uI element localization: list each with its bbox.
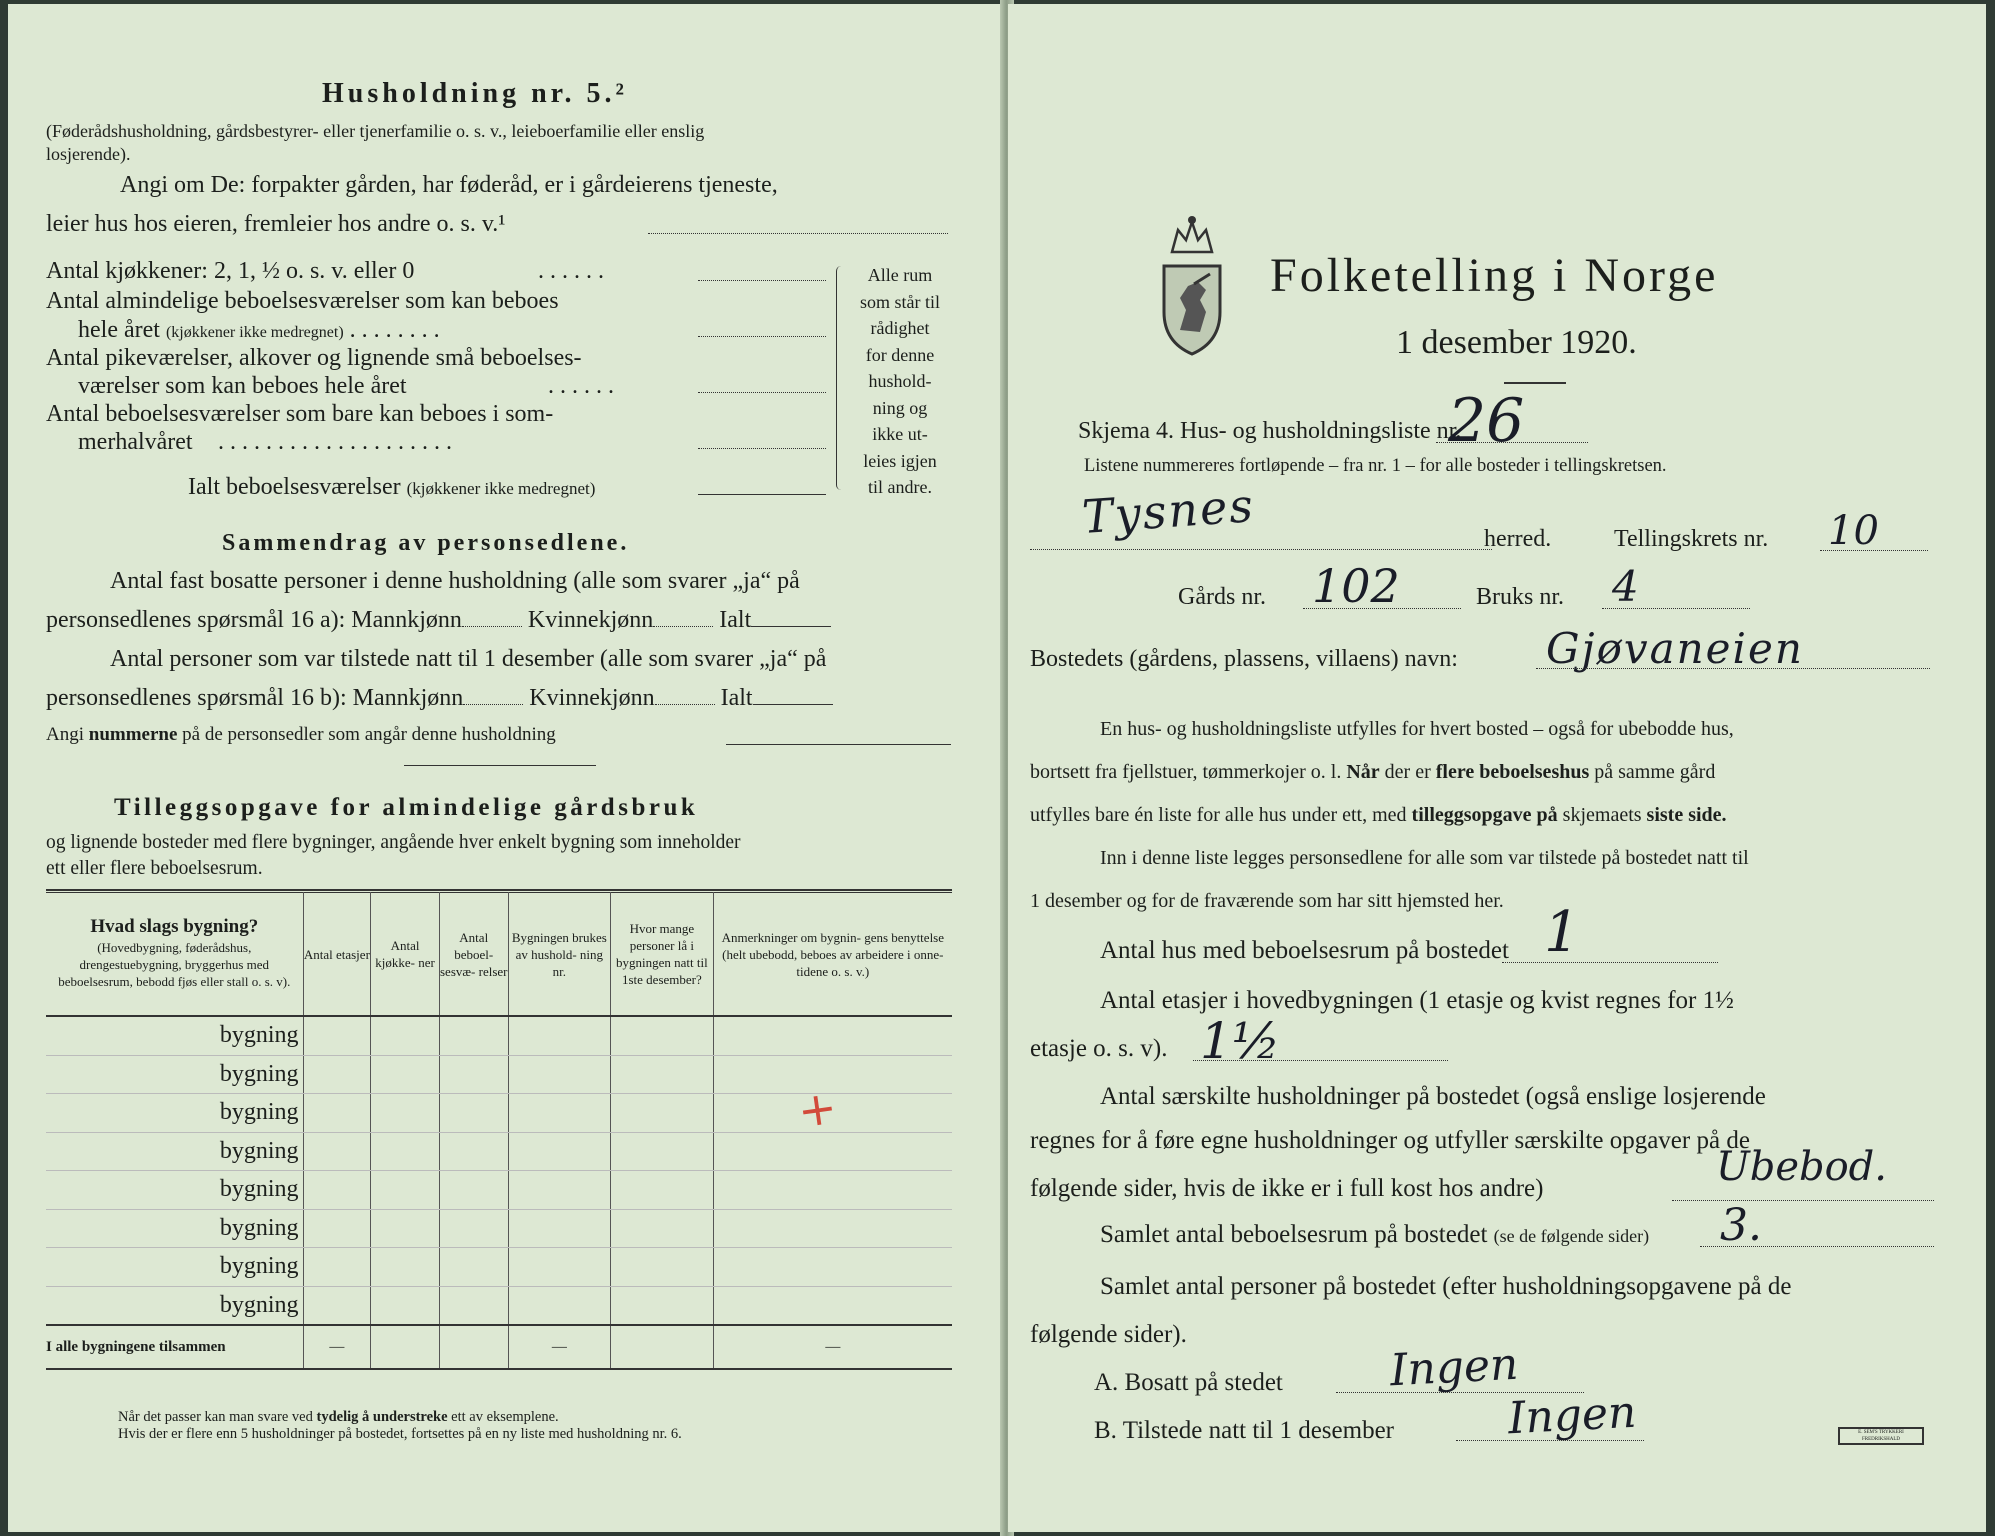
- numbers-field[interactable]: [726, 744, 951, 745]
- bruks-label: Bruks nr.: [1476, 584, 1565, 610]
- q-floors-a: Antal etasjer i hovedbygningen (1 etasje og kvist regnes for 1½: [1100, 987, 1734, 1014]
- present-female-field[interactable]: [655, 704, 715, 705]
- summary-title: Sammendrag av personsedlene.: [222, 530, 630, 556]
- total-rooms-note: (kjøkkener ikke medregnet): [406, 479, 596, 498]
- krets-label: Tellingskrets nr.: [1614, 526, 1769, 552]
- gards-label: Gårds nr.: [1178, 584, 1266, 610]
- gards-value[interactable]: 102: [1312, 559, 1400, 613]
- q-households-a: Antal særskilte husholdninger på bostedet (også enslige losjerende: [1100, 1083, 1766, 1110]
- table-row[interactable]: bygning: [46, 1209, 952, 1248]
- summary-p1-b: personsedlenes spørsmål 16 a): Mannkjønn: [46, 607, 462, 633]
- table-row[interactable]: bygning: [46, 1132, 952, 1171]
- total-label: Ialt: [720, 685, 753, 711]
- ask-line-2: leier hus hos eieren, fremleier hos andre o. s. v.¹: [46, 211, 506, 237]
- right-page: [1008, 4, 1986, 1532]
- bosted-label: Bostedets (gårdens, plassens, villaens) navn:: [1030, 646, 1458, 672]
- household-intro-note: (Føderådshusholdning, gårdsbestyrer- eller tjenerfamilie o. s. v., leieboerfamilie eller enslig losjerende).: [46, 121, 705, 164]
- ask-line-1: Angi om De: forpakter gården, har føderåd, er i gårdeierens tjeneste,: [120, 172, 778, 198]
- total-rooms-label: Ialt beboelsesværelser: [188, 474, 401, 500]
- brace-note: Alle rum som står til rådighet for denne hushold- ning og ikke ut- leies igjen til andre.: [860, 265, 940, 497]
- summer-rooms-label-2: merhalvåret: [78, 429, 193, 455]
- a-resident[interactable]: Ingen: [1388, 1338, 1520, 1397]
- household-title: Husholdning nr. 5.²: [322, 78, 628, 109]
- present-total-field[interactable]: [753, 704, 833, 705]
- col-persons: Hvor mange personer lå i bygningen natt til 1ste desember?: [611, 893, 714, 1017]
- table-row[interactable]: bygning: [46, 1016, 952, 1055]
- census-title: Folketelling i Norge: [1270, 249, 1719, 302]
- left-page: Husholdning nr. 5.² (Føderådshusholdning, gårdsbestyrer- eller tjenerfamilie o. s. v., leieboerfamilie eller enslig losjerende). Angi om De: forpakter gården, har føderåd, er i gårdeierens tjeneste, leier hus hos eieren, fremleier hos andre o. s. v.¹ Antal kjøkkener: 2, 1, ½ o. s. v. eller 0 . . . . . . Antal almindelige beboelsesværelser som kan beboes hele året (kjøkkener ikke medregnet) . . . . . . . . Antal pikeværelser, alkover og lignende små beboelses- værelser som kan beboes hele året . . . . . . Antal beboelsesværelser som bare kan beboes i som- merhalvåret . . . . . . . . . . . . . . . . . . . . Ialt beboelsesværelser (kjøkkener ikke medregnet) Alle rum som står til rådighet for denne hushold- ning og ikke ut- leies igjen til andre. Sammendrag av personsedlene. Antal fast bosatte personer i denne husholdning (alle som svarer „ja“ på personsedlenes spørsmål 16 a): Mannkjønn Kvinnekjønn Ialt Antal personer som var tilstede natt til 1 desember (alle som svarer „ja“ på personsedlenes spørsmål 16 b): Mannkjønn Kvinnekjønn Ialt Angi nummerne på de personsedler som angår denne husholdning Tilleggsopgave for almindelige gårdsbruk og lignende bosteder med flere bygninger, angående hver enkelt bygning som inneholder ett eller flere beboelsesrum. Hvad slags bygning? (Hovedbygning, føderådshus, drengestuebygning, bryggerhus med beboelsesrum, bebodd fjøs eller stall o. s. v). Antal etasjer Antal kjøkke- ner Antal beboel- sesvæ- relser Bygningen brukes av hushold- ning nr. Hvor mange personer lå i bygningen natt til 1ste desember? Anmerkninger om bygnin- gens benyttelse (helt ubebodd, beboes av arbeidere i onne- tidene o. s. v.) bygning bygning bygning bygning bygning bygning bygning bygning I alle bygningene tilsammen — — — + Når det passer kan man svare ved tydelig å understreke ett av eksemplene. Hvis der er flere enn 5 husholdninger på bostedet, fortsettes på en ny liste med husholdning nr. 6.: [8, 4, 1010, 1532]
- supplement-intro-2: ett eller flere beboelsesrum.: [46, 858, 263, 879]
- a-households[interactable]: Ubebod.: [1716, 1144, 1887, 1190]
- footnote-1: Når det passer kan man svare ved: [118, 1409, 317, 1425]
- q-rooms: Samlet antal beboelsesrum på bostedet: [1100, 1221, 1488, 1248]
- q-resident: A. Bosatt på stedet: [1094, 1369, 1283, 1396]
- summary-p2-b: personsedlenes spørsmål 16 b): Mannkjønn: [46, 685, 464, 711]
- maid-rooms-label-2: værelser som kan beboes hele året: [78, 373, 407, 399]
- herred-value[interactable]: Tysnes: [1080, 478, 1257, 544]
- a-present[interactable]: Ingen: [1506, 1386, 1638, 1445]
- footnote-2: Hvis der er flere enn 5 husholdninger på bostedet, fortsettes på en ny liste med husholdning nr. 6.: [118, 1426, 682, 1442]
- resident-male-field[interactable]: [462, 626, 522, 627]
- q-rooms-note: (se de følgende sider): [1493, 1226, 1650, 1246]
- numbering-note: Listene nummereres fortløpende – fra nr. 1 – for alle bosteder i tellingskretsen.: [1084, 456, 1667, 476]
- a-rooms[interactable]: 3.: [1720, 1200, 1762, 1251]
- maid-rooms-label-1: Antal pikeværelser, alkover og lignende små beboelses-: [46, 345, 582, 371]
- q-persons-a: Samlet antal personer på bostedet (efter husholdningsopgavene på de: [1100, 1273, 1792, 1300]
- numbers-text: på de personsedler som angår denne husholdning: [177, 724, 556, 745]
- summary-p1-a: Antal fast bosatte personer i denne husholdning (alle som svarer „ja“ på: [110, 568, 800, 594]
- table-row[interactable]: bygning: [46, 1248, 952, 1287]
- total-rooms-field[interactable]: [698, 494, 826, 495]
- resident-total-field[interactable]: [751, 626, 831, 627]
- ask-fill-line[interactable]: [648, 233, 948, 234]
- kitchens-field[interactable]: [698, 280, 826, 281]
- brace: [836, 266, 841, 490]
- schema-number: 26: [1448, 386, 1525, 456]
- maid-rooms-field[interactable]: [698, 392, 826, 393]
- col-rooms: Antal beboel- sesvæ- relser: [439, 893, 508, 1017]
- q-households-c: følgende sider, hvis de ikke er i full kost hos andre): [1030, 1175, 1544, 1202]
- q-floors-b: etasje o. s. v).: [1030, 1035, 1168, 1062]
- census-date: 1 desember 1920.: [1396, 324, 1637, 361]
- q-households-b: regnes for å føre egne husholdninger og utfyller særskilte opgaver på de: [1030, 1127, 1750, 1154]
- col-household: Bygningen brukes av hushold- ning nr.: [508, 893, 611, 1017]
- red-cross-mark: +: [794, 1079, 841, 1139]
- table-row[interactable]: bygning: [46, 1055, 952, 1094]
- title-divider: [1504, 382, 1566, 384]
- numbers-bold: nummerne: [88, 724, 178, 745]
- col-kitchens: Antal kjøkke- ner: [371, 893, 440, 1017]
- ordinary-rooms-note: (kjøkkener ikke medregnet): [165, 324, 344, 341]
- table-row[interactable]: bygning: [46, 1094, 952, 1133]
- herred-label: herred.: [1484, 526, 1552, 552]
- printer-stamp: E. SEM'S TRYKKERI FREDRIKSHALD: [1838, 1427, 1924, 1445]
- supplement-intro-1: og lignende bosteder med flere bygninger, angående hver enkelt bygning som inneholder: [46, 832, 741, 853]
- q-persons-b: følgende sider).: [1030, 1321, 1187, 1348]
- summer-rooms-field[interactable]: [698, 448, 826, 449]
- a-floors[interactable]: 1½: [1200, 1012, 1281, 1070]
- col-remarks: Anmerkninger om bygnin- gens benyttelse (helt ubebodd, beboes av arbeidere i onne- tidene o. s. v.): [713, 893, 952, 1017]
- col-building: Hvad slags bygning? (Hovedbygning, føderådshus, drengestuebygning, bryggerhus med beboelsesrum, bebodd fjøs eller stall o. s. v).: [58, 916, 291, 989]
- total-label: Ialt: [719, 607, 752, 633]
- instructions: En hus- og husholdningsliste utfylles for hvert bosted – også for ubebodde hus, bortsett fra fjellstuer, tømmerkojer o. l. Når der er flere beboelseshus på samme gård utfylles bare én liste for alle hus under ett, med tilleggsopgave på skjemaets siste side. Inn i denne liste legges personsedlene for alle som var tilstede på bostedet natt til 1 desember og for de fraværende som har sitt hjemsted her.: [1030, 718, 1749, 912]
- bruks-value[interactable]: 4: [1612, 562, 1639, 611]
- table-row[interactable]: bygning: [46, 1286, 952, 1325]
- coat-of-arms-icon: [1150, 212, 1234, 358]
- col-floors: Antal etasjer: [303, 893, 371, 1017]
- q-present: B. Tilstede natt til 1 desember: [1094, 1417, 1394, 1444]
- table-row[interactable]: bygning: [46, 1171, 952, 1210]
- ordinary-rooms-label-2: hele året: [78, 317, 160, 343]
- bosted-value[interactable]: Gjøvaneien: [1546, 624, 1804, 673]
- female-label: Kvinnekjønn: [529, 685, 655, 711]
- q-houses: Antal hus med beboelsesrum på bostedet: [1100, 937, 1509, 964]
- table-total-row: I alle bygningene tilsammen — — —: [46, 1325, 952, 1369]
- summary-p2-a: Antal personer som var tilstede natt til 1 desember (alle som svarer „ja“ på: [110, 646, 827, 672]
- supplement-title: Tilleggsopgave for almindelige gårdsbruk: [114, 794, 699, 821]
- present-male-field[interactable]: [463, 704, 523, 705]
- resident-female-field[interactable]: [653, 626, 713, 627]
- summer-rooms-label-1: Antal beboelsesværelser som bare kan beboes i som-: [46, 401, 554, 427]
- female-label: Kvinnekjønn: [527, 607, 654, 633]
- a-houses[interactable]: 1: [1544, 900, 1580, 965]
- ordinary-rooms-label-1: Antal almindelige beboelsesværelser som kan beboes: [46, 288, 559, 314]
- ordinary-rooms-field[interactable]: [698, 336, 826, 337]
- kitchens-label: Antal kjøkkener: 2, 1, ½ o. s. v. eller 0: [46, 258, 415, 284]
- krets-value[interactable]: 10: [1828, 508, 1879, 554]
- schema-label: Skjema 4. Hus- og husholdningsliste nr.: [1078, 418, 1462, 444]
- section-divider: [404, 765, 596, 766]
